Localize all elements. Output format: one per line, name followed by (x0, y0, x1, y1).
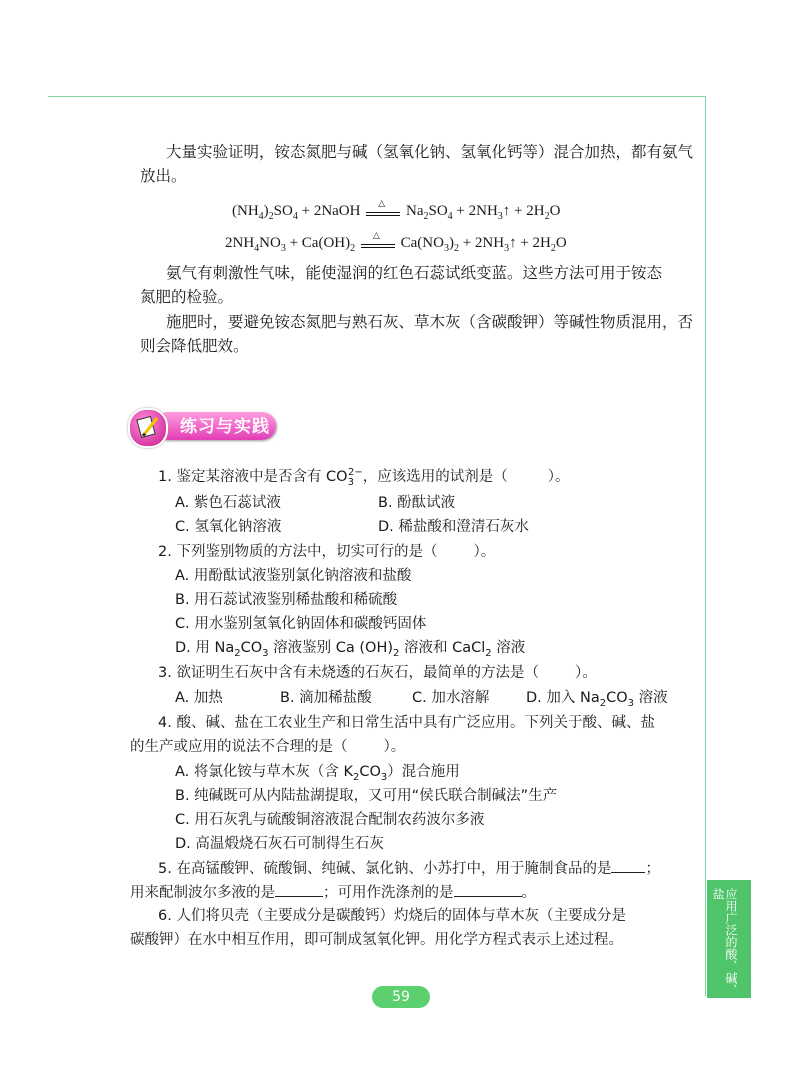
section-title: 练习与实践 (180, 417, 270, 437)
question-4-option-c[interactable]: C. 用石灰乳与硫酸铜溶液混合配制农药波尔多液 (175, 812, 485, 828)
question-6-line-2: 碳酸钾）在水中相互作用，即可制成氢氧化钾。用化学方程式表示上述过程。 (130, 932, 623, 948)
question-4-option-d[interactable]: D. 高温煅烧石灰石可制得生石灰 (175, 836, 384, 852)
question-5-line-1: 5. 在高锰酸钾、硫酸铜、纯碱、氯化钠、小苏打中，用于腌制食品的是 ； (158, 858, 660, 879)
page-number-badge (372, 986, 430, 1008)
equation-1 (232, 197, 561, 222)
question-6-line-1: 6. 人们将贝壳（主要成分是碳酸钙）灼烧后的固体与草木灰（主要成分是 (158, 908, 626, 924)
question-1-stem: 1. 鉴定某溶液中是否含有 $CO_3^{2-}$，应该选用的试剂是（ ）。 (158, 467, 570, 488)
eq1-right: $Na_2SO_4$ + $2NH_3↑ + 2H_2O$ (405, 203, 561, 222)
question-4-stem-line-1: 4. 酸、碱、盐在工农业生产和日常生活中具有广泛应用。下列关于酸、碱、盐 (158, 715, 655, 731)
question-2-option-d[interactable]: D. 用 $Na_2CO_3$ 溶液鉴别 Ca $(OH)_2$ 溶液和 CaCl$_2$ 溶液 (175, 640, 526, 659)
paragraph-2-line-1: 氨气有刺激性气味，能使湿润的红色石蕊试纸变蓝。这些方法可用于铵态 (166, 264, 663, 282)
top-border-line (48, 96, 705, 97)
question-3-option-d[interactable]: D. 加入 $Na_2CO_3$ 溶液 (526, 690, 668, 709)
question-1-option-a[interactable]: A. 紫色石蕊试液 (175, 495, 281, 511)
question-3-stem: 3. 欲证明生石灰中含有未烧透的石灰石，最简单的方法是（ ）。 (158, 665, 597, 681)
section-badge (128, 408, 278, 444)
question-1-option-d[interactable]: D. 稀盐酸和澄清石灰水 (378, 519, 529, 535)
question-4-option-a[interactable]: A. 将氯化铵与草木灰（含 $K_2CO_3$）混合施用 (175, 764, 460, 783)
question-4-option-b[interactable]: B. 纯碱既可从内陆盐湖提取，又可用“侯氏联合制碱法”生产 (175, 788, 558, 804)
paragraph-3-line-2: 则会降低肥效。 (140, 337, 249, 355)
question-3-option-a[interactable]: A. 加热 (175, 690, 223, 706)
heat-equals-sign: △ (366, 205, 400, 219)
answer-blank-1[interactable] (611, 858, 645, 873)
chapter-side-tab (707, 880, 751, 998)
question-2-option-a[interactable]: A. 用酚酞试液鉴别氯化钠溶液和盐酸 (175, 568, 412, 584)
pencil-note-icon (128, 408, 168, 448)
answer-blank-3[interactable] (454, 882, 522, 897)
eq2-right: $Ca(NO_3)_2$ + $2NH_3↑ + 2H_2O$ (400, 235, 567, 254)
question-1-option-b[interactable]: B. 酚酞试液 (378, 495, 456, 511)
paragraph-3-line-1: 施肥时，要避免铵态氮肥与熟石灰、草木灰（含碳酸钾）等碱性物质混用，否 (166, 313, 694, 331)
question-2-stem: 2. 下列鉴别物质的方法中，切实可行的是（ ）。 (158, 544, 496, 560)
question-3-option-c[interactable]: C. 加水溶解 (412, 690, 490, 706)
question-4-stem-line-2: 的生产或应用的说法不合理的是（ ）。 (130, 739, 406, 755)
question-2-option-c[interactable]: C. 用水鉴别氢氧化钠固体和碳酸钙固体 (175, 616, 427, 632)
right-border-line (705, 96, 706, 996)
question-5-line-2: 用来配制波尔多液的是 ；可用作洗涤剂的是 。 (130, 882, 536, 903)
equation-2 (225, 229, 567, 254)
chapter-title: 应用广泛的酸、碱、盐 (711, 888, 738, 996)
page-number: 59 (392, 989, 410, 1005)
question-1-option-c[interactable]: C. 氢氧化钠溶液 (175, 519, 282, 535)
paragraph-1-line-1: 大量实验证明，铵态氮肥与碱（氢氧化钠、氢氧化钙等）混合加热，都有氨气 (166, 143, 694, 161)
eq1-left: $(NH_4)_2SO_4$ + 2NaOH (232, 203, 361, 222)
question-3-option-b[interactable]: B. 滴加稀盐酸 (280, 690, 372, 706)
eq2-left: $2NH_4NO_3 + Ca(OH)_2$ (225, 235, 356, 254)
answer-blank-2[interactable] (275, 882, 323, 897)
heat-equals-sign: △ (361, 237, 395, 251)
question-2-option-b[interactable]: B. 用石蕊试液鉴别稀盐酸和稀硫酸 (175, 592, 398, 608)
paragraph-2-line-2: 氮肥的检验。 (140, 288, 234, 306)
paragraph-1-line-2: 放出。 (140, 167, 187, 185)
